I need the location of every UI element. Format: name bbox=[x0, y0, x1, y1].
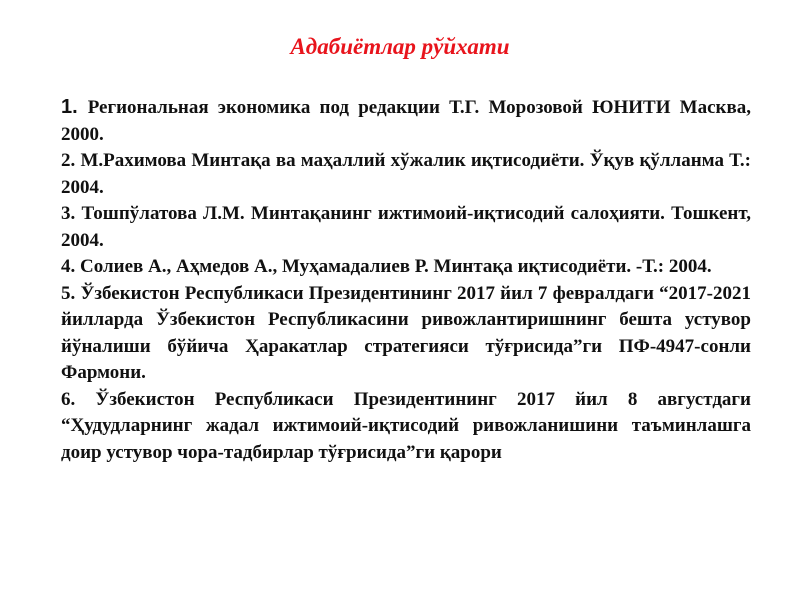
reference-number: 6. bbox=[61, 388, 96, 410]
reference-text: Тошпўлатова Л.М. Минтақанинг ижтимоий-иқтисодий салоҳияти. Тошкент, 2004. bbox=[61, 203, 751, 251]
reference-number: 5. bbox=[61, 282, 81, 304]
reference-list bbox=[61, 94, 751, 466]
reference-number: 4. bbox=[61, 256, 80, 277]
reference-text: Ўзбекистон Республикаси Президентининг 2017 йил 8 августдаги “Ҳудудларнинг жадал ижтимоий-иқтисодий ривожланишини таъминлашга доир устувор чора-тадбирлар тўғрисида”ги қарори bbox=[61, 388, 752, 463]
reference-item bbox=[61, 94, 751, 148]
slide-title: Адабиётлар рўйхати bbox=[290, 34, 510, 59]
reference-number: 3. bbox=[61, 203, 82, 224]
reference-number: 2. bbox=[61, 150, 81, 171]
reference-item bbox=[61, 387, 751, 467]
reference-text: Региональная экономика под редакции Т.Г. Морозовой ЮНИТИ Масква, 2000. bbox=[61, 97, 751, 145]
reference-text: М.Рахимова Минтақа ва маҳаллий хўжалик иқтисодиёти. Ўқув қўлланма Т.: 2004. bbox=[61, 150, 751, 198]
reference-item bbox=[61, 281, 751, 387]
reference-text: Ўзбекистон Республикаси Президентининг 2017 йил 7 февралдаги “2017-2021 йилларда Ўзбекистон Республикасини ривожлантиришнинг бешта устувор йўналиши бўйича Ҳаракатлар стратегияси тўғрисида”ги ПФ-4947-сонли Фармони. bbox=[61, 282, 752, 383]
reference-text: Солиев А., Аҳмедов А., Муҳамадалиев Р. Минтақа иқтисодиёти. -Т.: 2004. bbox=[80, 256, 712, 277]
reference-number: 1. bbox=[61, 96, 88, 118]
reference-item bbox=[61, 148, 751, 201]
reference-item bbox=[61, 254, 751, 281]
reference-item bbox=[61, 201, 751, 254]
